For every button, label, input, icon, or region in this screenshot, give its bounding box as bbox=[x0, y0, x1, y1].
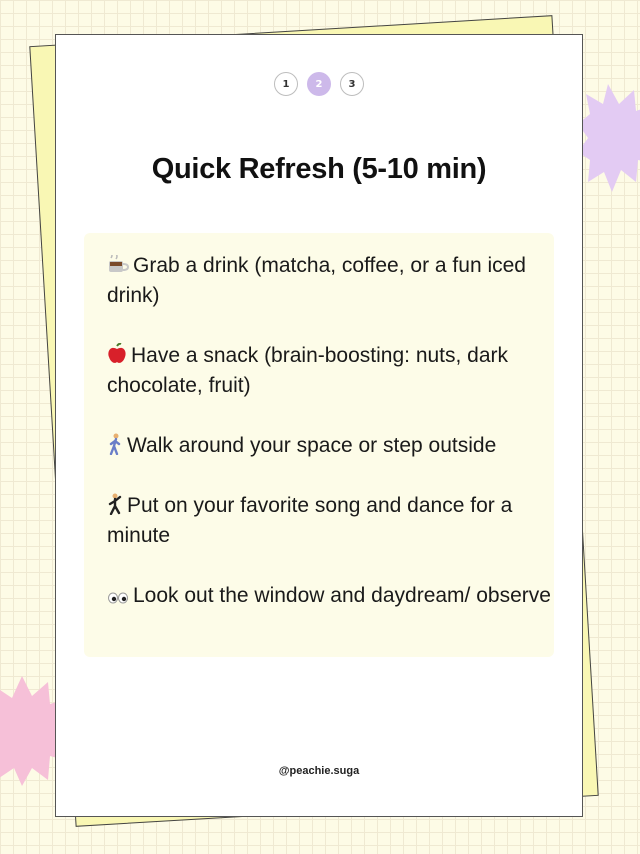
purple-starburst-decoration bbox=[578, 84, 640, 192]
page-dot-3[interactable]: 3 bbox=[340, 72, 364, 96]
eyes-icon bbox=[107, 591, 129, 605]
tip-item-text: Walk around your space or step outside bbox=[127, 434, 497, 457]
tip-item-text: Grab a drink (matcha, coffee, or a fun iced drink) bbox=[107, 254, 526, 307]
content-card bbox=[55, 34, 583, 817]
page-dot-1[interactable]: 1 bbox=[274, 72, 298, 96]
page-dot-2-active[interactable]: 2 bbox=[307, 72, 331, 96]
tips-panel bbox=[84, 233, 554, 657]
tip-item-text: Put on your favorite song and dance for a minute bbox=[107, 494, 513, 547]
page-indicator bbox=[56, 72, 582, 96]
apple-icon bbox=[107, 343, 127, 365]
hot-drink-icon bbox=[107, 255, 129, 275]
tip-item-snack bbox=[107, 341, 552, 401]
walking-person-icon bbox=[107, 433, 123, 455]
tip-item-text: Look out the window and daydream/ observe bbox=[133, 584, 551, 607]
page-title: Quick Refresh (5-10 min) bbox=[151, 153, 487, 185]
tip-item-walk bbox=[107, 431, 552, 461]
tip-item-drink bbox=[107, 251, 552, 311]
author-handle: @peachie.suga bbox=[278, 765, 360, 777]
dancing-person-icon bbox=[107, 493, 123, 515]
tip-item-text: Have a snack (brain-boosting: nuts, dark chocolate, fruit) bbox=[107, 344, 509, 397]
tip-item-dance bbox=[107, 491, 552, 551]
tip-item-window bbox=[107, 581, 552, 611]
